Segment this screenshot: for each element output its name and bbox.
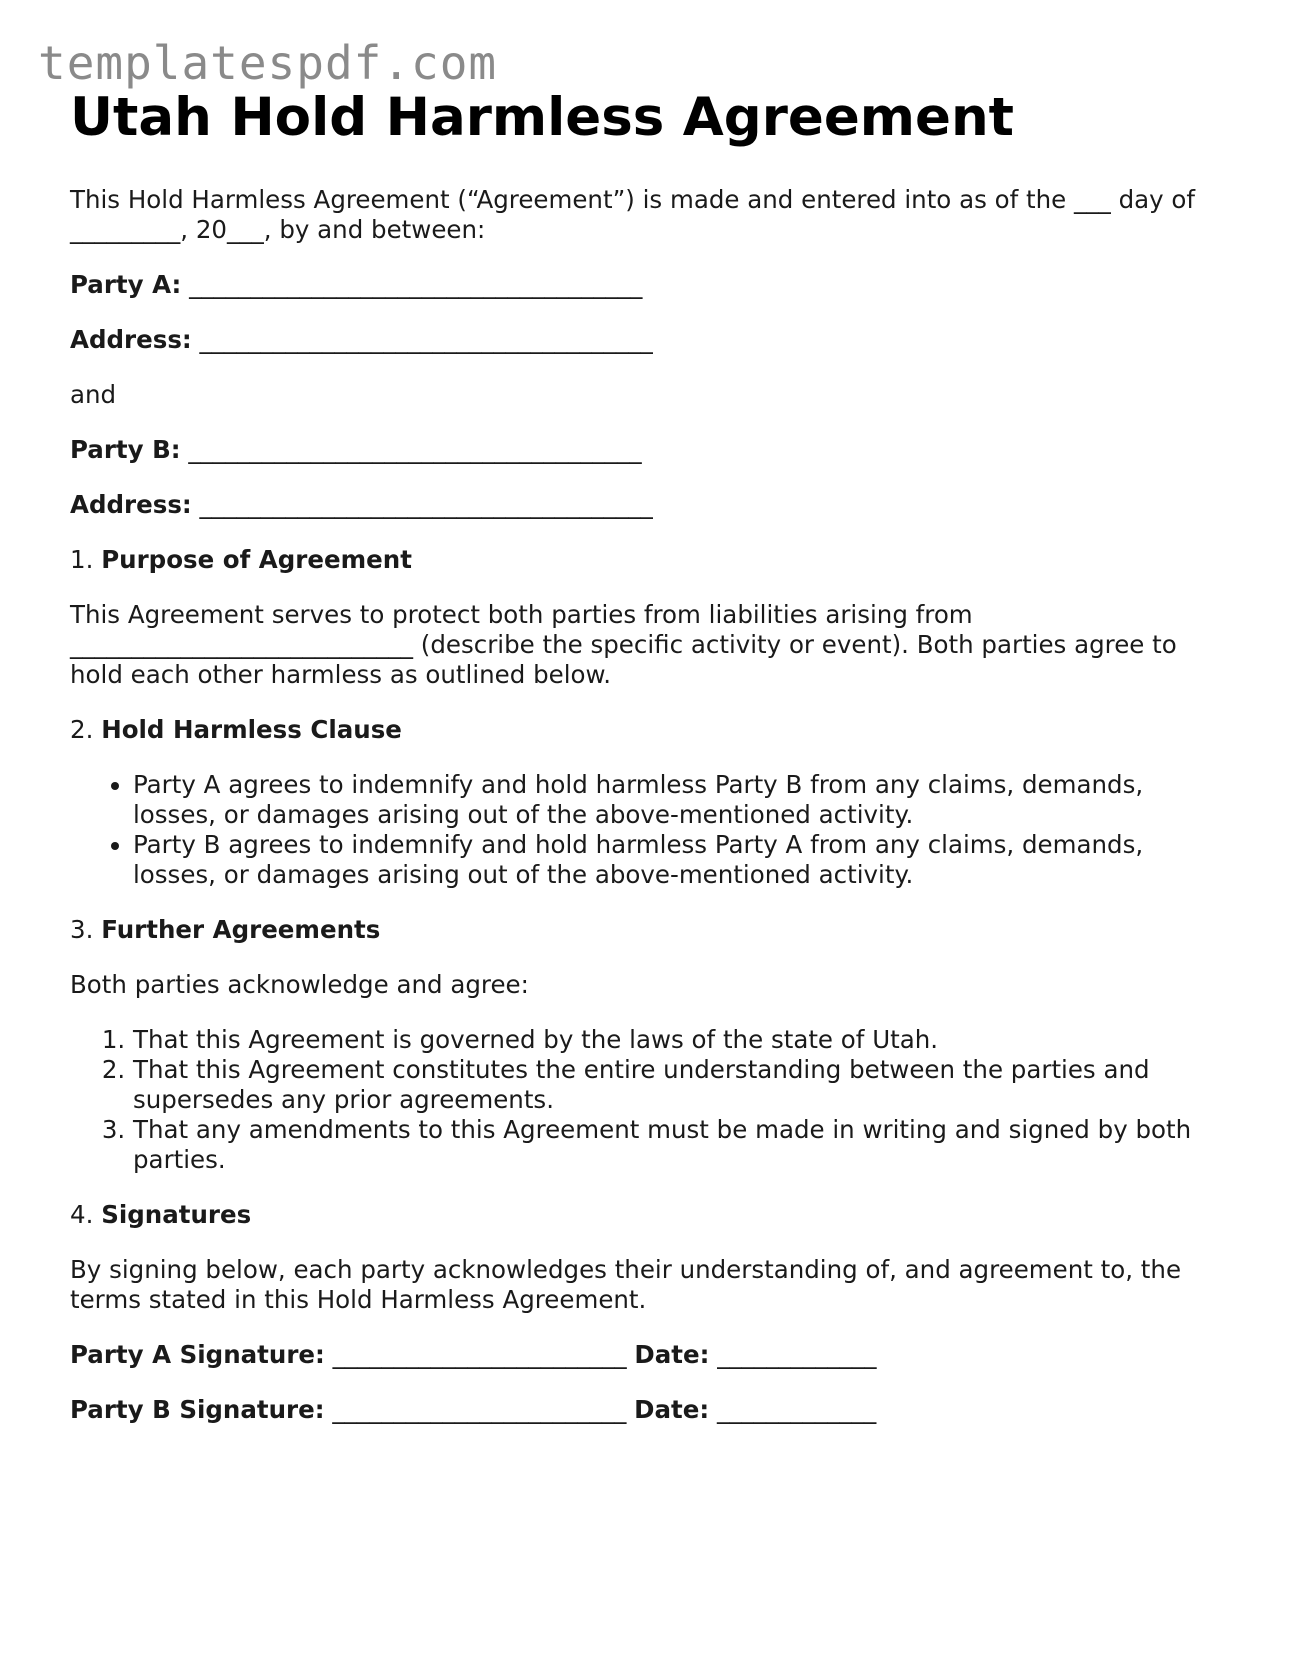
- section-title: Hold Harmless Clause: [101, 714, 402, 744]
- party-b-blank[interactable]: _____________________________________: [188, 434, 642, 464]
- date-label: Date:: [634, 1339, 710, 1369]
- party-b-address-blank[interactable]: _____________________________________: [199, 489, 653, 519]
- document-title: Utah Hold Harmless Agreement: [70, 87, 1015, 148]
- date-blank[interactable]: _____________: [716, 1394, 877, 1424]
- section-number: 2.: [70, 714, 94, 744]
- document-page: [70, 88, 1230, 1450]
- and-text: and: [70, 379, 117, 409]
- section-4-body: By signing below, each party acknowledges their understanding of, and agreement to, the terms stated in this Hold Harmless Agreement.: [70, 1254, 1182, 1314]
- date-blank[interactable]: _____________: [717, 1339, 877, 1369]
- party-a-address-blank[interactable]: _____________________________________: [199, 324, 653, 354]
- party-a-address-label: Address:: [70, 324, 192, 354]
- list-item: 1. That this Agreement is governed by the laws of the state of Utah.: [133, 1025, 1230, 1055]
- list-item: • Party A agrees to indemnify and hold harmless Party B from any claims, demands, losses, or damages arising out of the above-mentioned activity.: [133, 770, 1230, 830]
- party-a-label: Party A:: [70, 269, 182, 299]
- party-b-signature-line: [70, 1395, 1230, 1425]
- signature-blank[interactable]: ________________________: [332, 1339, 627, 1369]
- section-title: Further Agreements: [101, 914, 381, 944]
- hold-harmless-list: [70, 770, 1230, 890]
- date-label: Date:: [634, 1394, 710, 1424]
- section-3-heading: [70, 915, 1230, 945]
- section-4-heading: [70, 1200, 1230, 1230]
- section-1-heading: [70, 545, 1230, 575]
- list-item: • Party B agrees to indemnify and hold harmless Party A from any claims, demands, losses, or damages arising out of the above-mentioned activity.: [133, 830, 1230, 890]
- party-a-field: [70, 270, 1230, 300]
- section-1-body: This Agreement serves to protect both parties from liabilities arising from ____________________________ (describe the specific activity or event). Both parties agree to hold each other harmless as outlined below.: [70, 599, 1177, 689]
- party-b-address-field: [70, 490, 1230, 520]
- intro-paragraph: This Hold Harmless Agreement (“Agreement”) is made and entered into as of the ___ day of _________, 20___, by and between:: [70, 184, 1196, 244]
- further-agreements-list: [70, 1025, 1230, 1175]
- section-number: 3.: [70, 914, 94, 944]
- party-a-blank[interactable]: _____________________________________: [189, 269, 643, 299]
- signature-blank[interactable]: ________________________: [332, 1394, 627, 1424]
- section-title: Signatures: [101, 1199, 252, 1229]
- list-item: 3. That any amendments to this Agreement must be made in writing and signed by both parties.: [133, 1115, 1230, 1175]
- signature-label: Party A Signature:: [70, 1339, 325, 1369]
- section-number: 1.: [70, 544, 94, 574]
- party-a-signature-line: [70, 1340, 1230, 1370]
- list-item: 2. That this Agreement constitutes the entire understanding between the parties and supersedes any prior agreements.: [133, 1055, 1230, 1115]
- signature-label: Party B Signature:: [70, 1394, 325, 1424]
- party-a-address-field: [70, 325, 1230, 355]
- section-number: 4.: [70, 1199, 94, 1229]
- party-b-field: [70, 435, 1230, 465]
- party-b-address-label: Address:: [70, 489, 192, 519]
- section-3-body: Both parties acknowledge and agree:: [70, 969, 529, 999]
- watermark: templatespdf.com: [38, 36, 498, 90]
- party-b-label: Party B:: [70, 434, 181, 464]
- section-title: Purpose of Agreement: [101, 544, 412, 574]
- section-2-heading: [70, 715, 1230, 745]
